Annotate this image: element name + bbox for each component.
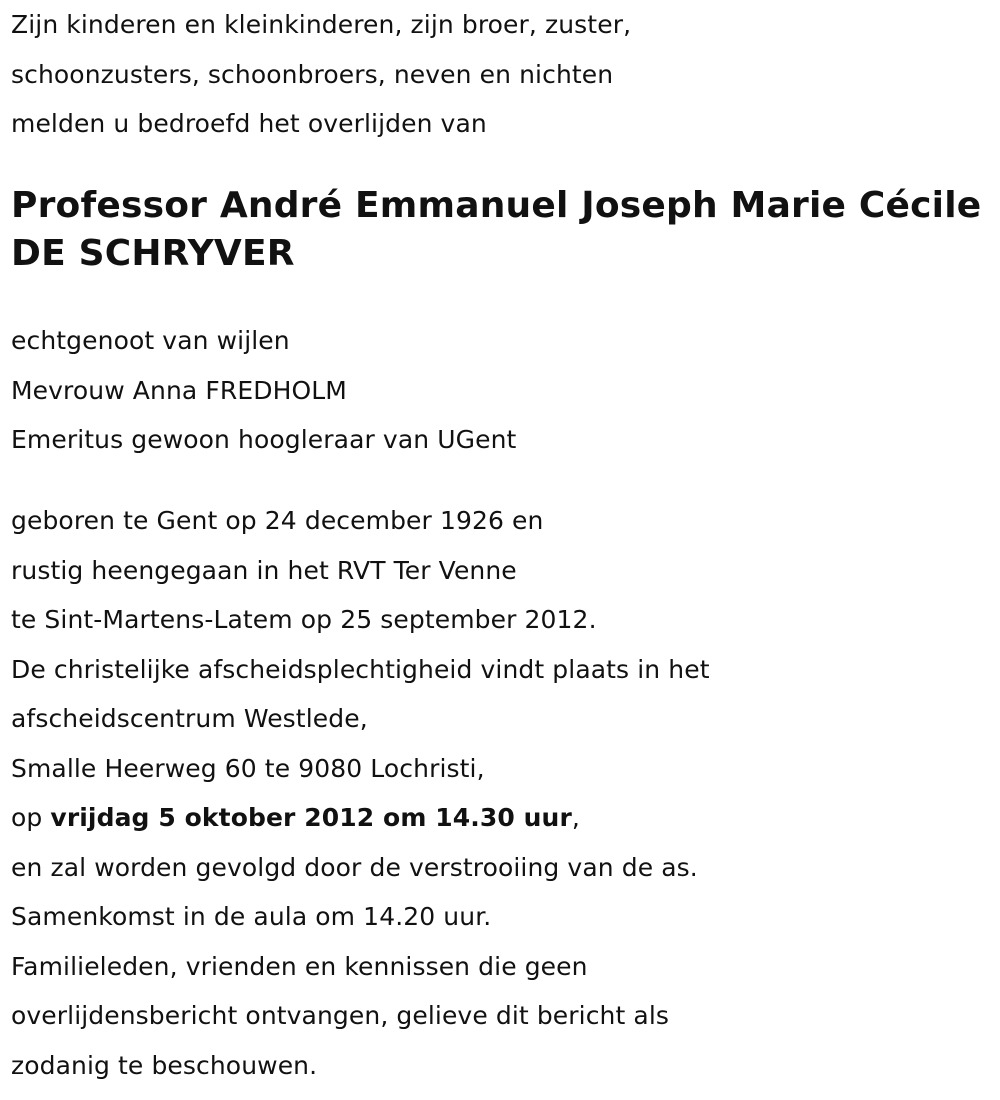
intro-line: melden u bedroefd het overlijden van <box>11 109 487 138</box>
ceremony-date-suffix: , <box>571 803 580 832</box>
spouse-paragraph <box>11 316 516 465</box>
passing-line: rustig heengegaan in het RVT Ter Venne <box>11 555 517 585</box>
passing-place-line: te Sint-Martens-Latem op 25 september 2012. <box>11 605 597 634</box>
deceased-name-line-1: Professor André Emmanuel Joseph Marie Cécile <box>11 185 982 226</box>
ceremony-date: vrijdag 5 oktober 2012 om 14.30 uur <box>50 803 572 832</box>
notice-line: Familieleden, vrienden en kennissen die geen <box>11 951 588 981</box>
ashes-line: en zal worden gevolgd door de verstrooiing van de as. <box>11 852 698 882</box>
intro-line: schoonzusters, schoonbroers, neven en nichten <box>11 59 614 89</box>
spouse-line: Emeritus gewoon hoogleraar van UGent <box>11 425 517 454</box>
deceased-name <box>11 182 981 278</box>
spouse-line: echtgenoot van wijlen <box>11 326 290 355</box>
address-line: Smalle Heerweg 60 te 9080 Lochristi, <box>11 753 485 783</box>
intro-line: Zijn kinderen en kleinkinderen, zijn broer, zuster, <box>11 10 632 39</box>
details-paragraph <box>11 496 710 1090</box>
birth-line: geboren te Gent op 24 december 1926 en <box>11 506 544 535</box>
ceremony-line: De christelijke afscheidsplechtigheid vindt plaats in het <box>11 654 710 684</box>
notice-line: overlijdensbericht ontvangen, gelieve dit bericht als <box>11 1001 670 1030</box>
deceased-surname: DE SCHRYVER <box>11 233 295 274</box>
ceremony-date-line <box>11 793 710 843</box>
venue-line: afscheidscentrum Westlede, <box>11 704 368 733</box>
ceremony-date-prefix: op <box>11 803 51 832</box>
notice-line: zodanig te beschouwen. <box>11 1050 318 1080</box>
intro-paragraph <box>11 0 631 149</box>
spouse-line: Mevrouw Anna FREDHOLM <box>11 375 347 405</box>
gathering-line: Samenkomst in de aula om 14.20 uur. <box>11 902 492 931</box>
